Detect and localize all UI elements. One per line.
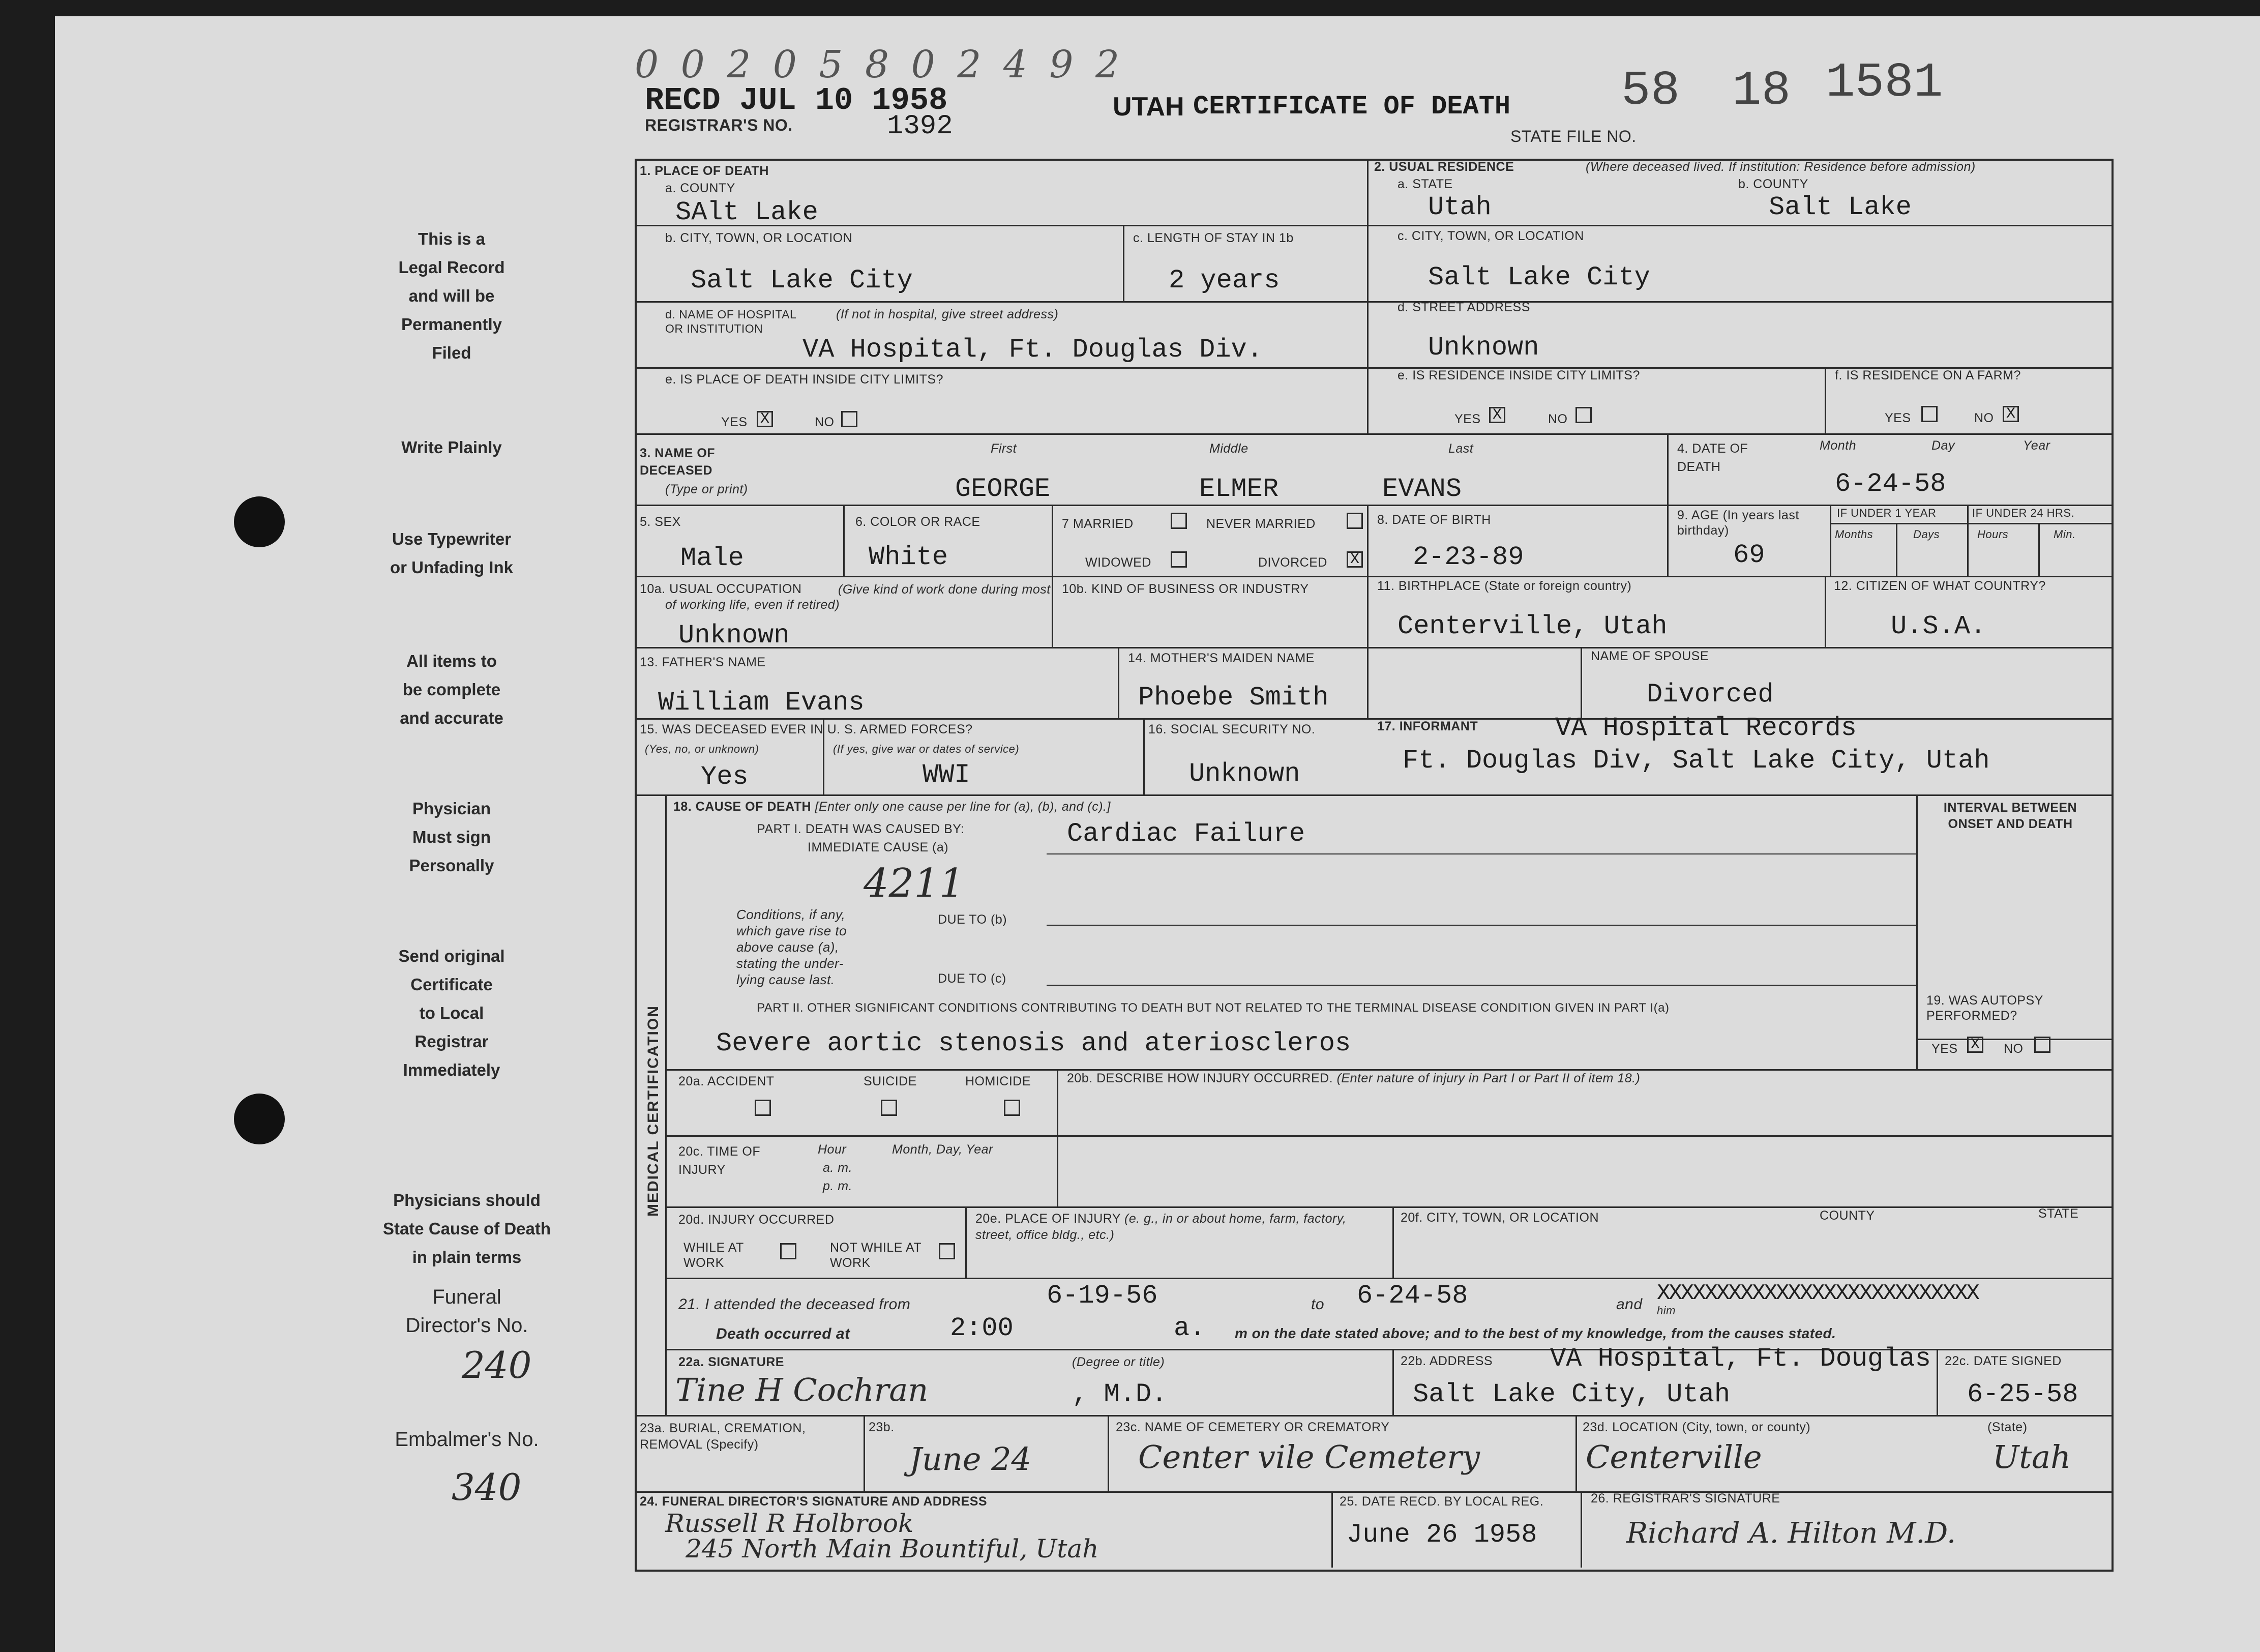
- divorced-checkbox[interactable]: X: [1347, 551, 1363, 568]
- deceased-middle: ELMER: [1199, 474, 1279, 504]
- divider-ssn: [1143, 718, 1145, 794]
- occupation-note: (Give kind of work done during most of working life, even if retired): [665, 582, 1051, 612]
- suicide-checkbox[interactable]: [881, 1100, 897, 1116]
- divider-date: [1667, 433, 1669, 576]
- date-of-death-label: 4. DATE OF DEATH: [1677, 441, 1748, 474]
- to-label: to: [1311, 1296, 1325, 1313]
- divider-occupation: [1052, 576, 1053, 647]
- farm-yes-label: YES: [1885, 411, 1911, 425]
- informant-line-1: VA Hospital Records: [1555, 713, 1857, 743]
- res-no-label: NO: [1548, 412, 1568, 426]
- date-signed: 6-25-58: [1967, 1379, 2078, 1409]
- margin-note-write: Write Plainly: [401, 438, 502, 457]
- age: 69: [1733, 540, 1765, 570]
- location-label: 23d. LOCATION (City, town, or county): [1583, 1420, 1811, 1434]
- date-of-birth: 2-23-89: [1413, 542, 1524, 572]
- registrar-signature: Richard A. Hilton M.D.: [1626, 1517, 1956, 1550]
- citizen-label: 12. CITIZEN OF WHAT COUNTRY?: [1834, 579, 2046, 593]
- embalmer-no: 340: [452, 1466, 522, 1509]
- autopsy-yes-label: YES: [1931, 1042, 1958, 1056]
- state-file-no-c: 1581: [1826, 55, 1943, 110]
- pod-hospital: VA Hospital, Ft. Douglas Div.: [802, 335, 1263, 365]
- res-street: Unknown: [1428, 333, 1539, 363]
- res-yes-checkbox[interactable]: X: [1489, 407, 1505, 423]
- margin-note-typewriter: Use Typewriter or Unfading Ink: [390, 529, 513, 577]
- rule-res-state: [1367, 225, 2112, 226]
- not-while-work-checkbox[interactable]: [939, 1243, 955, 1259]
- dod-month-label: Month: [1820, 438, 1856, 453]
- physician-address-1: VA Hospital, Ft. Douglas: [1550, 1344, 1931, 1374]
- mdy-label: Month, Day, Year: [892, 1142, 993, 1157]
- rule-after-accident: [665, 1135, 2112, 1137]
- pod-hospital-note: (If not in hospital, give street address): [836, 307, 1059, 321]
- homicide-checkbox[interactable]: [1004, 1100, 1020, 1116]
- burial-date: June 24: [909, 1440, 1032, 1478]
- suicide-label: SUICIDE: [864, 1074, 917, 1088]
- rule-after-signature: [635, 1415, 2112, 1417]
- married-checkbox[interactable]: [1171, 513, 1187, 529]
- am-label: a. m.: [823, 1161, 853, 1175]
- rule-cause-c: [1047, 985, 1916, 986]
- widowed-label: WIDOWED: [1085, 555, 1151, 570]
- father-label: 13. FATHER'S NAME: [640, 655, 766, 669]
- res-county-label: b. COUNTY: [1738, 177, 1808, 191]
- divider-marital: [1367, 505, 1369, 718]
- homicide-label: HOMICIDE: [965, 1074, 1031, 1088]
- embalmer-label: Embalmer's No.: [395, 1428, 539, 1451]
- race-label: 6. COLOR OR RACE: [855, 515, 980, 529]
- rule-after-date: [635, 576, 2112, 577]
- funeral-director-label: Funeral Director's No.: [405, 1286, 528, 1337]
- while-work-label: WHILE AT WORK: [683, 1241, 744, 1270]
- divider-registrar: [1581, 1491, 1582, 1568]
- location-state-label: (State): [1987, 1420, 2028, 1434]
- age-label: 9. AGE (In years last birthday): [1677, 508, 1799, 538]
- residence-note: (Where deceased lived. If institution: Residence before admission): [1586, 160, 1976, 174]
- rule-cause-b: [1047, 925, 1916, 926]
- res-street-label: d. STREET ADDRESS: [1397, 300, 1530, 314]
- registrars-no: 1392: [887, 111, 953, 142]
- pod-yes-label: YES: [721, 415, 748, 429]
- res-city-label: c. CITY, TOWN, OR LOCATION: [1397, 229, 1584, 243]
- pod-yes-checkbox[interactable]: X: [757, 411, 773, 427]
- divider-pod-residence: [1367, 159, 1369, 433]
- divorced-label: DIVORCED: [1258, 555, 1327, 570]
- armed-note-b: (If yes, give war or dates of service): [833, 743, 1020, 755]
- recd-stamp: RECD JUL 10 1958: [645, 82, 948, 119]
- min-label: Min.: [2054, 528, 2076, 541]
- pod-no-checkbox[interactable]: [841, 411, 857, 427]
- rule-autopsy: [1916, 1039, 2112, 1040]
- injury-occurred-label: 20d. INJURY OCCURRED: [678, 1213, 835, 1227]
- occupation: Unknown: [678, 621, 790, 651]
- res-state: Utah: [1428, 192, 1492, 222]
- dod-year-label: Year: [2023, 438, 2050, 453]
- part2-label: PART II. OTHER SIGNIFICANT CONDITIONS CONTRIBUTING TO DEATH BUT NOT RELATED TO THE TERMINAL DISEASE CONDITION GIVEN IN PART I(a): [757, 1001, 1670, 1015]
- hours-label: Hours: [1977, 528, 2009, 541]
- divider-burial-date: [1108, 1415, 1109, 1491]
- immediate-cause: Cardiac Failure: [1067, 819, 1305, 849]
- deceased-name-label: 3. NAME OF DECEASED: [640, 446, 716, 478]
- place-of-death-label: 1. PLACE OF DEATH: [640, 164, 769, 178]
- occupation-label: 10a. USUAL OCCUPATION: [640, 582, 802, 596]
- punch-hole-top: [234, 496, 285, 547]
- due-to-c-label: DUE TO (c): [938, 971, 1006, 986]
- state-file-no-label: STATE FILE NO.: [1510, 127, 1637, 145]
- pod-hospital-label: d. NAME OF HOSPITAL OR INSTITUTION: [665, 308, 796, 335]
- divider-age-hours: [1967, 505, 1969, 576]
- injury-desc-label: 20b. DESCRIBE HOW INJURY OCCURRED. (Enter nature of injury in Part I or Part II of item 18.): [1067, 1071, 1641, 1085]
- attended-label: 21. I attended the deceased from: [678, 1296, 911, 1313]
- divider-citizen: [1825, 576, 1826, 647]
- deceased-first: GEORGE: [955, 474, 1051, 504]
- spouse: Divorced: [1647, 680, 1774, 710]
- race: White: [869, 542, 948, 572]
- injury-county-label: COUNTY: [1820, 1208, 1875, 1223]
- address-label: 22b. ADDRESS: [1401, 1354, 1493, 1368]
- conditions-note: Conditions, if any, which gave rise to above cause (a), stating the under- lying cause last.: [736, 907, 847, 987]
- sex-label: 5. SEX: [640, 515, 681, 529]
- degree-label: (Degree or title): [1072, 1355, 1165, 1369]
- interval-label: INTERVAL BETWEEN ONSET AND DEATH: [1943, 801, 2077, 831]
- ssn: Unknown: [1189, 759, 1300, 789]
- burial-state: Utah: [1993, 1438, 2071, 1476]
- pod-county-label: a. COUNTY: [665, 181, 735, 195]
- divider-race: [1052, 505, 1053, 576]
- signature-label: 22a. SIGNATURE: [678, 1355, 784, 1369]
- divider-burial: [864, 1415, 865, 1491]
- never-married-checkbox[interactable]: [1347, 513, 1363, 529]
- attended-to: 6-24-58: [1357, 1281, 1468, 1311]
- certificate-title: CERTIFICATE OF DEATH: [1193, 92, 1511, 122]
- autopsy-no-label: NO: [2004, 1042, 2024, 1056]
- pod-city-label: b. CITY, TOWN, OR LOCATION: [665, 231, 853, 245]
- divider-age-days: [1896, 523, 1897, 576]
- burial-date-label: 23b.: [869, 1420, 895, 1434]
- farm-yes-checkbox[interactable]: [1921, 406, 1938, 422]
- physician-degree: , M.D.: [1072, 1379, 1168, 1409]
- residence-label: 2. USUAL RESIDENCE: [1374, 160, 1514, 174]
- funeral-director-no: 240: [462, 1344, 532, 1386]
- funeral-director-address: 245 North Main Bountiful, Utah: [686, 1534, 1099, 1563]
- under-24-hrs-label: IF UNDER 24 HRS.: [1972, 507, 2075, 519]
- burial-location: Centerville: [1586, 1438, 1762, 1476]
- dod-day-label: Day: [1931, 438, 1955, 453]
- rule-after-occurred: [665, 1278, 2112, 1279]
- divider-spouse: [1581, 647, 1582, 718]
- divider-date-signed: [1937, 1349, 1938, 1415]
- physician-address-2: Salt Lake City, Utah: [1413, 1379, 1731, 1409]
- divider-farm: [1825, 367, 1826, 433]
- under-1-year-label: IF UNDER 1 YEAR: [1837, 507, 1937, 519]
- rule-after-time: [665, 1206, 2112, 1208]
- dob-label: 8. DATE OF BIRTH: [1377, 513, 1491, 527]
- margin-note-legal: This is a Legal Record and will be Permanently Filed: [398, 229, 505, 362]
- res-yes-label: YES: [1454, 412, 1481, 426]
- war: WWI: [923, 760, 970, 790]
- burial-label: 23a. BURIAL, CREMATION, REMOVAL (Specify): [640, 1421, 806, 1452]
- armed-note-a: (Yes, no, or unknown): [645, 743, 759, 755]
- state-file-no-a: 58: [1621, 63, 1680, 119]
- part2-conditions: Severe aortic stenosis and aterioscleros: [716, 1028, 1351, 1058]
- mother-label: 14. MOTHER'S MAIDEN NAME: [1128, 651, 1315, 665]
- due-to-b-label: DUE TO (b): [938, 912, 1007, 927]
- informant-label: 17. INFORMANT: [1377, 719, 1478, 733]
- months-label: Months: [1835, 528, 1874, 541]
- occurred-at-label: Death occurred at: [716, 1325, 850, 1342]
- certificate-sheet: [55, 16, 2260, 1652]
- birthplace: Centerville, Utah: [1397, 611, 1668, 641]
- pod-no-label: NO: [815, 415, 835, 429]
- deceased-name-note: (Type or print): [665, 482, 748, 496]
- medical-certification-label: MEDICAL CERTIFICATION: [645, 1005, 662, 1217]
- part1-label: PART I. DEATH WAS CAUSED BY:: [757, 822, 965, 836]
- divider-place-injury: [1392, 1206, 1394, 1278]
- mother: Phoebe Smith: [1138, 683, 1329, 713]
- injury-state-label: STATE: [2038, 1206, 2079, 1221]
- cause-code: 4211: [864, 861, 965, 906]
- divider-mother: [1118, 647, 1119, 718]
- pod-stay-label: c. LENGTH OF STAY IN 1b: [1133, 231, 1294, 245]
- punch-hole-bottom: [234, 1094, 285, 1144]
- death-ampm: a.: [1174, 1313, 1206, 1343]
- date-of-death: 6-24-58: [1835, 469, 1946, 499]
- cemetery: Center vile Cemetery: [1138, 1438, 1480, 1476]
- and-label: and: [1616, 1296, 1643, 1313]
- rule-after-armed: [635, 794, 2112, 796]
- never-married-label: NEVER MARRIED: [1206, 517, 1316, 531]
- middle-label: Middle: [1209, 441, 1248, 456]
- res-county: Salt Lake: [1769, 192, 1912, 222]
- spouse-label: NAME OF SPOUSE: [1591, 649, 1709, 663]
- divider-interval: [1916, 794, 1918, 1069]
- married-label: 7 MARRIED: [1062, 517, 1134, 531]
- farm-no-label: NO: [1974, 411, 1994, 425]
- stated-label: m on the date stated above; and to the best of my knowledge, from the causes stated.: [1235, 1325, 1836, 1341]
- state-file-no-b: 18: [1732, 63, 1791, 119]
- res-inside-label: e. IS RESIDENCE INSIDE CITY LIMITS?: [1397, 368, 1640, 382]
- pod-city: Salt Lake City: [691, 266, 913, 296]
- rule-under-headers: [1830, 523, 2112, 524]
- file-number-stamp: 0 0 2 0 5 8 0 2 4 9 2: [635, 43, 1125, 86]
- funeral-director-signature: Russell R Holbrook: [665, 1509, 914, 1538]
- margin-note-complete: All items to be complete and accurate: [400, 652, 503, 727]
- death-time: 2:00: [950, 1313, 1014, 1343]
- divider-occurred: [965, 1206, 967, 1278]
- father: William Evans: [658, 688, 865, 718]
- res-no-checkbox[interactable]: [1575, 407, 1592, 423]
- place-of-injury-label: 20e. PLACE OF INJURY (e. g., in or about home, farm, factory, street, office bldg., etc.): [975, 1212, 1347, 1242]
- autopsy-no-checkbox[interactable]: [2034, 1037, 2050, 1053]
- divider-stay: [1123, 225, 1124, 301]
- autopsy-label: 19. WAS AUTOPSY PERFORMED?: [1926, 993, 2043, 1023]
- last-label: Last: [1448, 441, 1474, 456]
- date-signed-label: 22c. DATE SIGNED: [1945, 1354, 2062, 1368]
- cemetery-label: 23c. NAME OF CEMETERY OR CREMATORY: [1116, 1420, 1390, 1434]
- divider-cemetery: [1575, 1415, 1577, 1491]
- informant-line-2: Ft. Douglas Div, Salt Lake City, Utah: [1403, 746, 1990, 776]
- divider-accident: [1057, 1069, 1058, 1206]
- while-work-checkbox[interactable]: [780, 1243, 796, 1259]
- margin-note-physician: Physician Must sign Personally: [409, 799, 494, 875]
- accident-label: 20a. ACCIDENT: [678, 1074, 775, 1088]
- days-label: Days: [1913, 528, 1940, 541]
- pm-label: p. m.: [823, 1179, 853, 1193]
- not-while-work-label: NOT WHILE AT WORK: [830, 1241, 921, 1270]
- armed-label: 15. WAS DECEASED EVER IN U. S. ARMED FORCES?: [640, 722, 973, 736]
- ssn-label: 16. SOCIAL SECURITY NO.: [1148, 722, 1316, 736]
- rule-after-residence: [635, 433, 2112, 435]
- rule-pod-city: [635, 301, 1367, 303]
- cause-of-death-label: 18. CAUSE OF DEATH [Enter only one cause per line for (a), (b), and (c).]: [673, 800, 1111, 814]
- registrar-sig-label: 26. REGISTRAR'S SIGNATURE: [1591, 1491, 1780, 1506]
- him-label: him: [1657, 1304, 1676, 1317]
- birthplace-label: 11. BIRTHPLACE (State or foreign country): [1377, 579, 1632, 593]
- divider-recd: [1331, 1491, 1333, 1568]
- farm-no-checkbox[interactable]: X: [2003, 406, 2019, 422]
- autopsy-yes-checkbox[interactable]: X: [1967, 1037, 1983, 1053]
- accident-checkbox[interactable]: [755, 1100, 771, 1116]
- time-of-injury-label: 20c. TIME OF INJURY: [678, 1144, 761, 1177]
- funeral-director-sig-label: 24. FUNERAL DIRECTOR'S SIGNATURE AND ADDRESS: [640, 1494, 988, 1509]
- pod-stay: 2 years: [1169, 266, 1280, 296]
- widowed-checkbox[interactable]: [1171, 551, 1187, 568]
- business-label: 10b. KIND OF BUSINESS OR INDUSTRY: [1062, 582, 1309, 596]
- res-city: Salt Lake City: [1428, 262, 1650, 292]
- pod-inside-label: e. IS PLACE OF DEATH INSIDE CITY LIMITS?: [665, 372, 943, 387]
- armed: Yes: [701, 762, 749, 792]
- rule-after-part2: [665, 1069, 2112, 1071]
- pod-county: SAlt Lake: [675, 197, 818, 227]
- city-of-injury-label: 20f. CITY, TOWN, OR LOCATION: [1401, 1211, 1599, 1225]
- margin-note-state-cause: Physicians should State Cause of Death in plain terms: [382, 1191, 551, 1266]
- first-label: First: [991, 441, 1017, 456]
- divider-age-min: [2038, 523, 2040, 576]
- rule-after-burial: [635, 1491, 2112, 1493]
- divider-medical-side: [665, 794, 667, 1415]
- physician-signature: Tine H Cochran: [675, 1371, 929, 1408]
- struck-text: XXXXXXXXXXXXXXXXXXXXXXXXXXX: [1657, 1281, 1978, 1306]
- rule-after-occupation: [635, 647, 2112, 648]
- sex: Male: [680, 543, 744, 573]
- deceased-last: EVANS: [1382, 474, 1462, 504]
- date-recd: June 26 1958: [1347, 1520, 1537, 1550]
- divider-sex: [843, 505, 845, 576]
- margin-note-send: Send original Certificate to Local Registrar Immediately: [398, 947, 505, 1079]
- res-state-label: a. STATE: [1397, 177, 1453, 191]
- rule-after-parents: [635, 718, 2112, 720]
- date-recd-label: 25. DATE RECD. BY LOCAL REG.: [1340, 1494, 1544, 1509]
- attended-from: 6-19-56: [1047, 1281, 1158, 1311]
- registrars-no-label: REGISTRAR'S NO.: [645, 116, 793, 134]
- rule-after-name: [635, 505, 2112, 506]
- immediate-cause-label: IMMEDIATE CAUSE (a): [808, 840, 949, 854]
- res-farm-label: f. IS RESIDENCE ON A FARM?: [1835, 368, 2021, 382]
- divider-address: [1392, 1349, 1394, 1415]
- citizen: U.S.A.: [1891, 611, 1986, 641]
- title-state: UTAH: [1113, 92, 1184, 122]
- rule-cause-a: [1047, 853, 1916, 854]
- divider-age-months: [1830, 505, 1831, 576]
- hour-label: Hour: [818, 1142, 847, 1157]
